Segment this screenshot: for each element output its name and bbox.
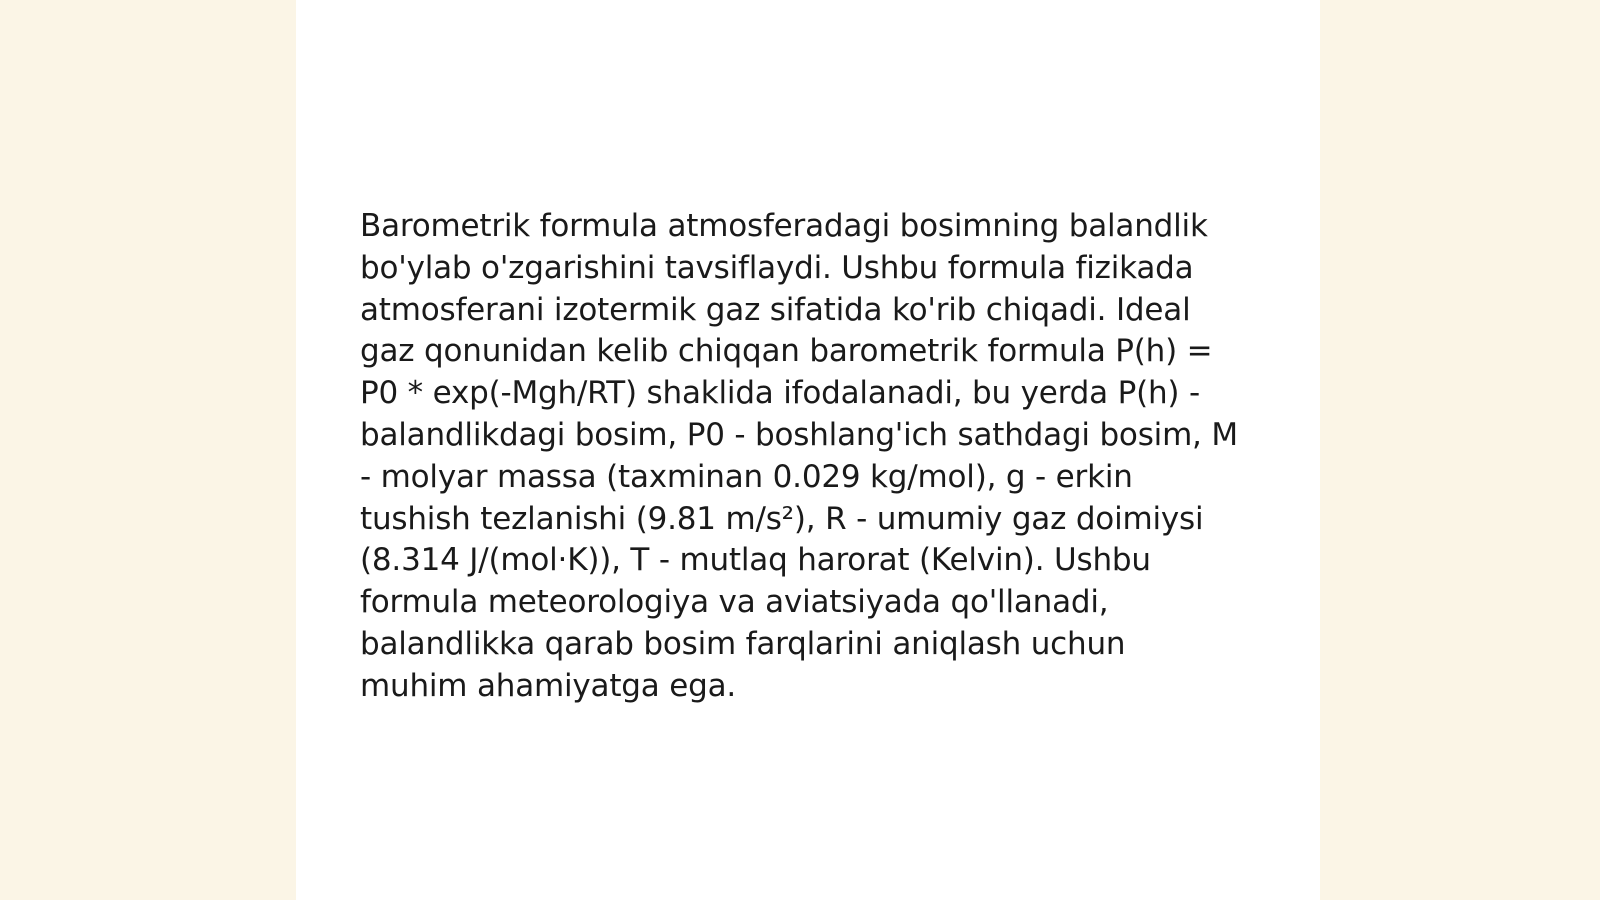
document-page	[296, 0, 1320, 900]
body-paragraph: Barometrik formula atmosferadagi bosimning balandlik bo'ylab o'zgarishini tavsiflaydi. Ushbu formula fizikada atmosferani izotermik gaz sifatida ko'rib chiqadi. Ideal gaz qonunidan kelib chiqqan barometrik formula P(h) = P0 * exp(-Mgh/RT) shaklida ifodalanadi, bu yerda P(h) - balandlikdagi bosim, P0 - boshlang'ich sathdagi bosim, M - molyar massa (taxminan 0.029 kg/mol), g - erkin tushish tezlanishi (9.81 m/s²), R - umumiy gaz doimiysi (8.314 J/(mol·K)), T - mutlaq harorat (Kelvin). Ushbu formula meteorologiya va aviatsiyada qo'llanadi, balandlikka qarab bosim farqlarini aniqlash uchun muhim ahamiyatga ega.	[360, 208, 1238, 704]
